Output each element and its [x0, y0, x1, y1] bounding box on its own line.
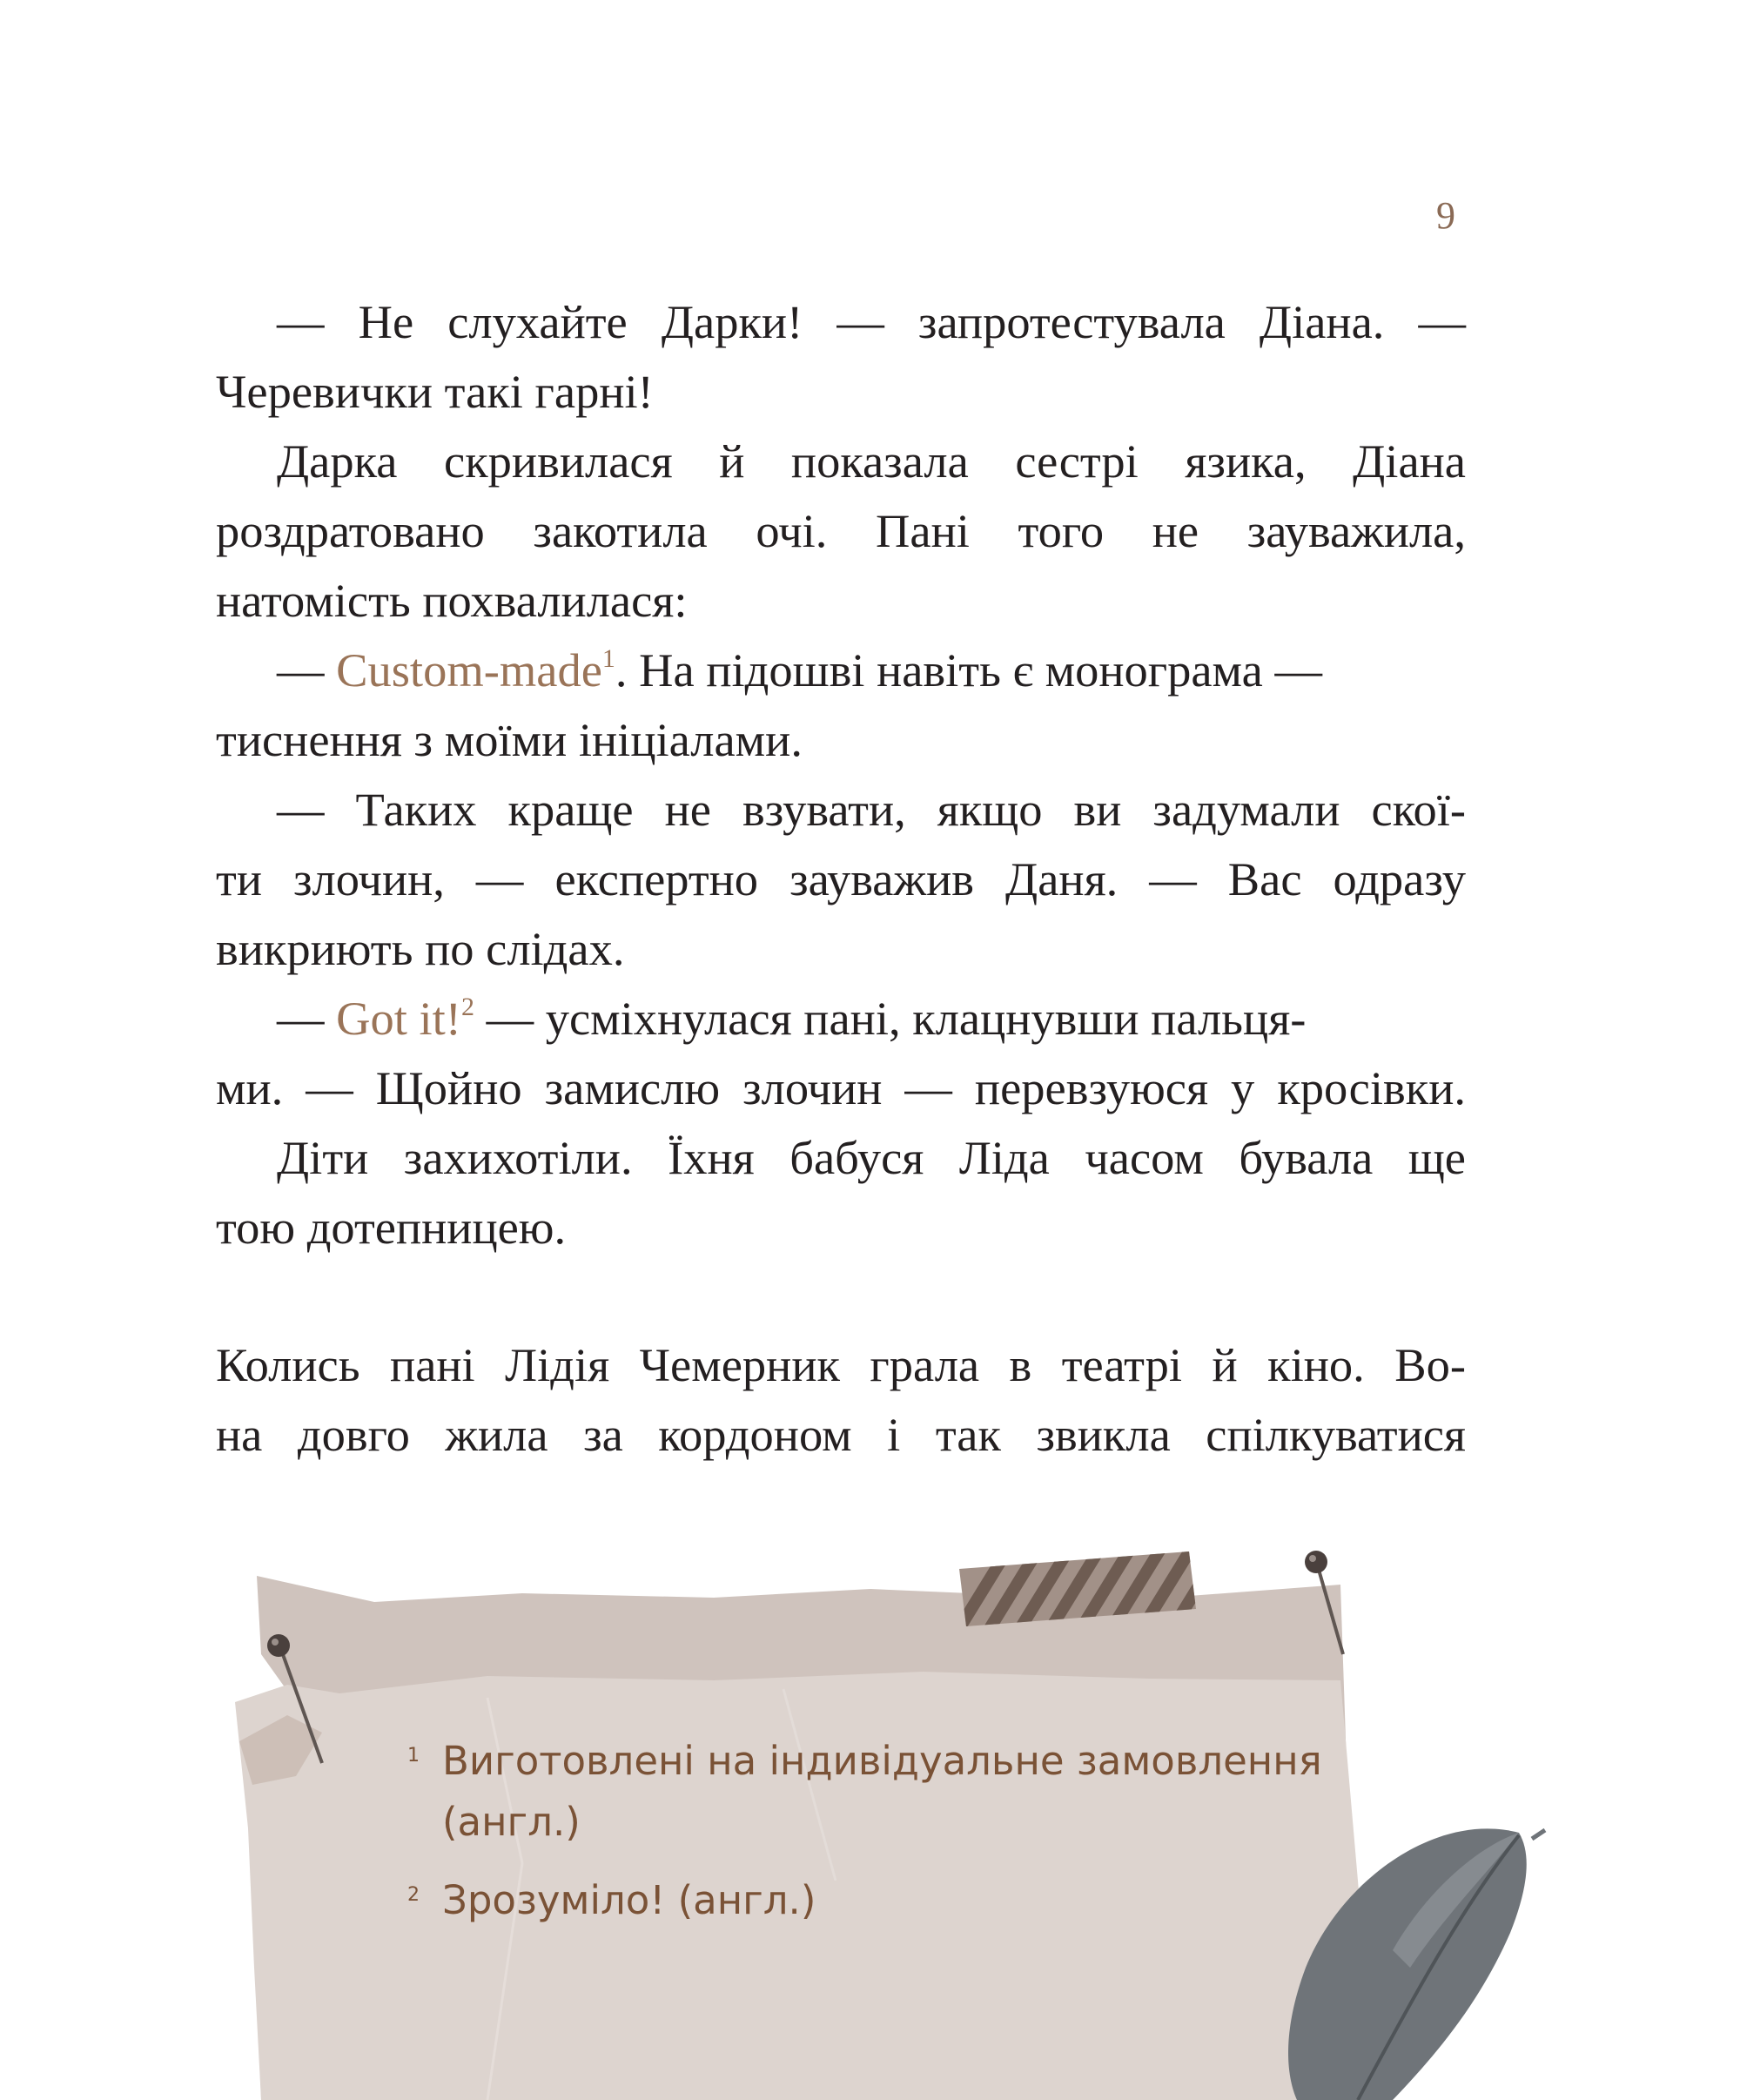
footnote-number: 1: [407, 1745, 420, 1767]
text-line: Дарка скривилася й показала сестрі язика, Діана: [277, 434, 1466, 488]
text-line: тиснення з моїми ініціалами.: [216, 713, 803, 766]
page-number: 9: [1436, 194, 1455, 237]
footnote-card: [0, 1515, 1740, 2100]
paragraph-gap: [216, 1262, 1466, 1330]
text-line: [216, 984, 1466, 1053]
text-line: натомість похвалилася:: [216, 574, 688, 627]
footnote-text: (англ.): [442, 1799, 581, 1845]
text-line: ти злочин, — експертно зауважив Даня. — Вас одразу: [216, 852, 1466, 905]
footnote-item: [407, 1731, 1365, 1853]
text-fragment: — усміхнулася пані, клацнувши пальця-: [474, 992, 1307, 1045]
text-line: Колись пані Лідія Чемерник грала в театрі й кіно. Во-: [216, 1338, 1466, 1391]
text-line: на довго жила за кордоном і так звикла спілкуватися: [216, 1408, 1466, 1461]
dash: —: [277, 643, 337, 697]
footnote-ref: 2: [460, 993, 474, 1021]
text-line: викриють по слідах.: [216, 922, 625, 975]
text-fragment: . На підошві навіть є монограма —: [615, 643, 1322, 697]
footnote-item: [407, 1870, 1365, 1931]
footnote-ref: 1: [601, 644, 615, 673]
text-line: — Не слухайте Дарки! — запротестувала Діана. —: [277, 295, 1466, 348]
text-line: ми. — Щойно замислю злочин — перевзуюся у кросівки.: [216, 1061, 1466, 1114]
foreign-phrase: Got it!: [336, 992, 461, 1045]
text-line: Черевички такі гарні!: [216, 365, 654, 418]
text-line: роздратовано закотила очі. Пані того не зауважила,: [216, 504, 1466, 557]
footnote-number: 2: [407, 1884, 420, 1906]
footnote-text: Зрозуміло! (англ.): [442, 1877, 816, 1923]
text-line: Діти захихотіли. Їхня бабуся Ліда часом бувала ще: [277, 1131, 1466, 1184]
footnote-text: Виготовлені на індивідуальне замовлення: [442, 1738, 1322, 1784]
footnotes: [407, 1731, 1365, 1931]
text-line: тою дотепницею.: [216, 1201, 567, 1254]
text-line: — Таких краще не взувати, якщо ви задумали скої-: [277, 783, 1466, 836]
text-line: [216, 636, 1466, 705]
body-text: [216, 287, 1466, 1470]
foreign-phrase: Custom-made: [336, 643, 602, 697]
dash: —: [277, 992, 337, 1045]
